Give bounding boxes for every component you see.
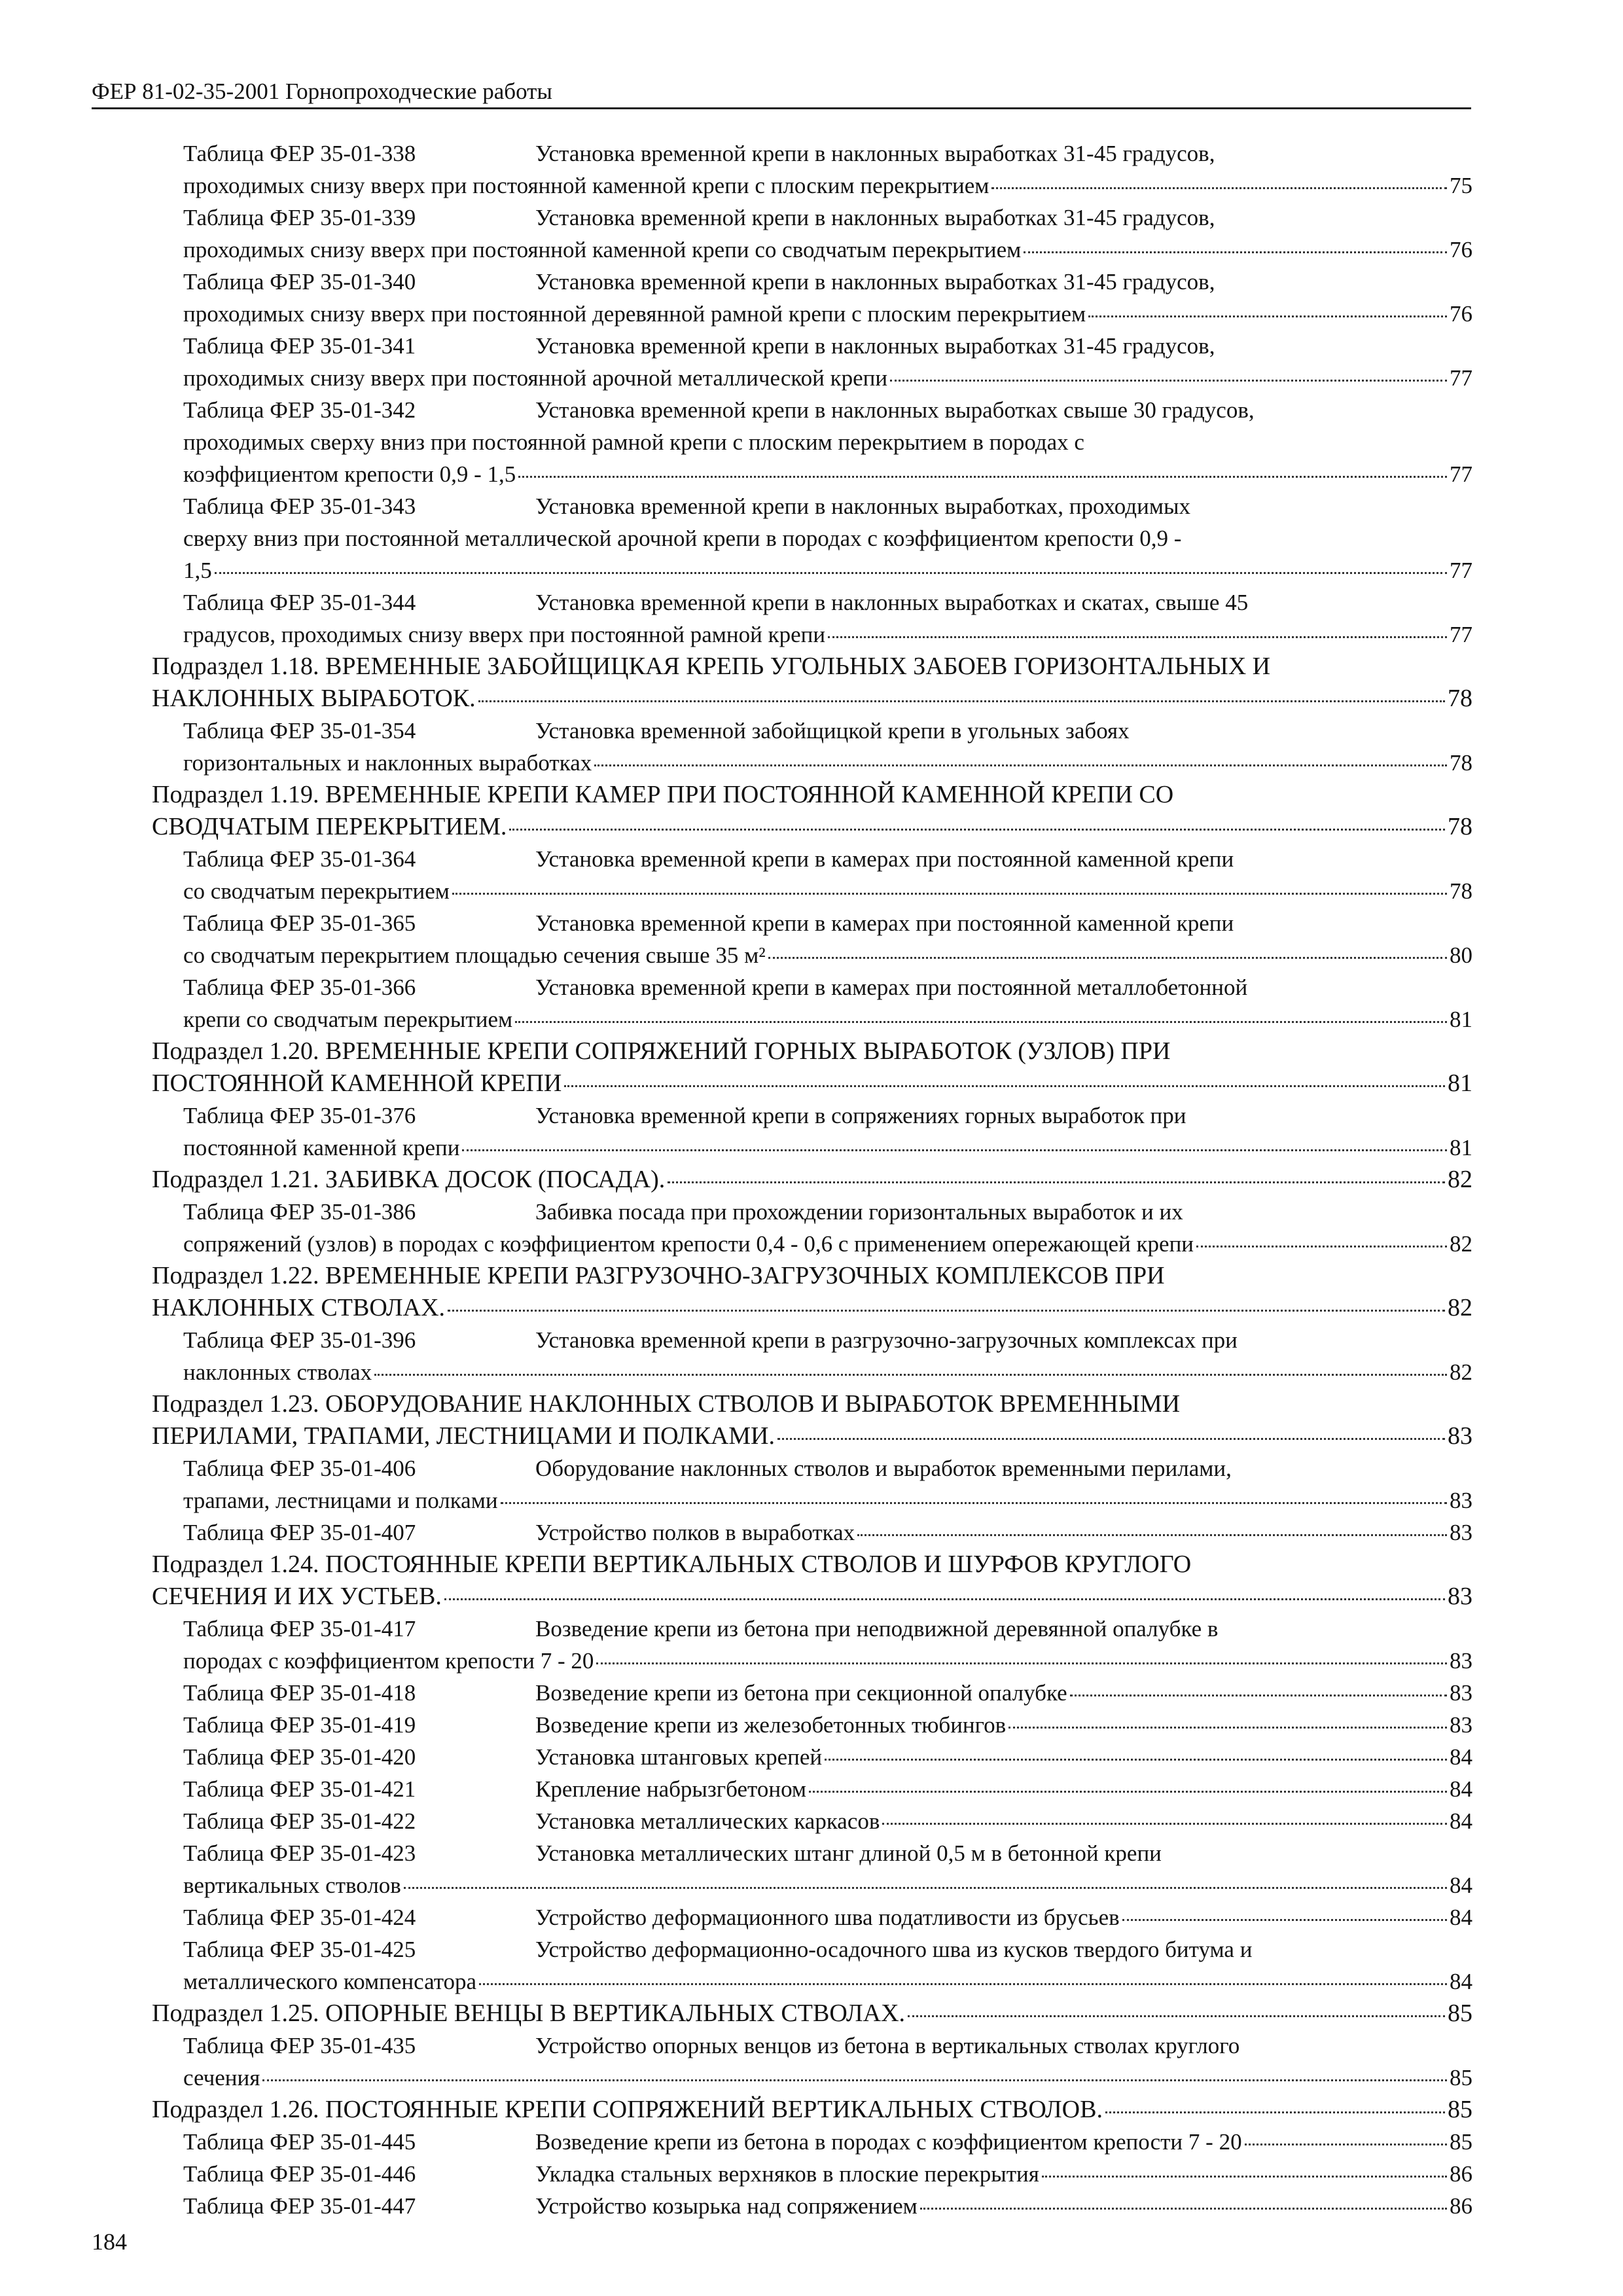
entry-text: крепи со сводчатым перекрытием <box>183 1007 513 1032</box>
page-ref: 83 <box>1450 1648 1472 1674</box>
page-ref: 82 <box>1448 1294 1472 1321</box>
entry-text: Установка временной крепи в камерах при постоянной каменной крепи <box>535 846 1234 872</box>
toc-entry[interactable] <box>183 426 1472 458</box>
toc-entry[interactable] <box>152 1388 1472 1420</box>
section-title: СВОДЧАТЫМ ПЕРЕКРЫТИЕМ. <box>152 813 507 840</box>
toc-entry[interactable] <box>183 2062 1472 2094</box>
entry-text: проходимых сверху вниз при постоянной рамной крепи с плоским перекрытием в породах с <box>183 429 1084 455</box>
entry-text: сечения <box>183 2065 260 2090</box>
dot-leader <box>1042 2176 1447 2178</box>
table-label: Таблица ФЕР 35-01-445 <box>183 2129 416 2155</box>
dot-leader <box>448 1310 1445 1312</box>
table-label: Таблица ФЕР 35-01-396 <box>183 1327 416 1353</box>
toc-entry[interactable] <box>183 490 1472 522</box>
toc-entry[interactable] <box>152 2094 1472 2126</box>
page-ref: 78 <box>1448 685 1472 712</box>
toc-entry[interactable] <box>183 971 1472 1003</box>
page-ref: 86 <box>1450 2193 1472 2219</box>
table-label: Таблица ФЕР 35-01-406 <box>183 1456 416 1481</box>
table-label: Таблица ФЕР 35-01-446 <box>183 2161 416 2187</box>
page-ref: 82 <box>1450 1359 1472 1385</box>
toc-entry[interactable] <box>183 2126 1472 2158</box>
page-ref: 77 <box>1450 558 1472 583</box>
dot-leader <box>479 1983 1447 1985</box>
dot-leader <box>1245 2144 1447 2145</box>
section-title: Подраздел 1.26. ПОСТОЯННЫЕ КРЕПИ СОПРЯЖЕНИЙ ВЕРТИКАЛЬНЫХ СТВОЛОВ. <box>152 2096 1103 2123</box>
dot-leader <box>991 187 1447 189</box>
toc-entry[interactable] <box>183 1228 1472 1260</box>
table-label: Таблица ФЕР 35-01-423 <box>183 1840 416 1866</box>
toc-entry[interactable] <box>183 1837 1472 1869</box>
toc-entry[interactable] <box>183 458 1472 490</box>
entry-text: со сводчатым перекрытием площадью сечения свыше 35 м² <box>183 942 766 968</box>
dot-leader <box>1024 251 1447 253</box>
toc-entry[interactable] <box>183 522 1472 554</box>
page-ref: 77 <box>1450 461 1472 487</box>
toc-entry[interactable] <box>183 1901 1472 1933</box>
toc-entry[interactable] <box>183 939 1472 971</box>
section-title: ПЕРИЛАМИ, ТРАПАМИ, ЛЕСТНИЦАМИ И ПОЛКАМИ. <box>152 1422 775 1450</box>
toc-entry[interactable] <box>183 298 1472 330</box>
entry-text: Возведение крепи из бетона при неподвижной деревянной опалубке в <box>535 1616 1219 1641</box>
dot-leader <box>452 893 1447 895</box>
entry-text: вертикальных стволов <box>183 1873 401 1898</box>
page-ref: 78 <box>1450 878 1472 904</box>
toc-entry[interactable] <box>183 1132 1472 1164</box>
page-ref: 84 <box>1450 1873 1472 1898</box>
page-ref: 81 <box>1448 1069 1472 1097</box>
entry-text: Оборудование наклонных стволов и выработок временными перилами, <box>535 1456 1232 1481</box>
dot-leader <box>509 829 1445 831</box>
entry-text: Возведение крепи из бетона при секционной опалубке <box>535 1680 1067 1706</box>
page-ref: 84 <box>1450 1905 1472 1930</box>
page-ref: 78 <box>1448 813 1472 840</box>
table-label: Таблица ФЕР 35-01-364 <box>183 846 416 872</box>
dot-leader <box>809 1791 1447 1793</box>
entry-text: коэффициентом крепости 0,9 - 1,5 <box>183 461 516 487</box>
page-ref: 82 <box>1448 1166 1472 1193</box>
dot-leader <box>825 1759 1447 1761</box>
entry-text: Установка временной крепи в наклонных выработках свыше 30 градусов, <box>535 397 1255 423</box>
dot-leader <box>444 1598 1445 1600</box>
entry-text: Устройство козырька над сопряжением <box>535 2193 918 2219</box>
page-ref: 83 <box>1448 1583 1472 1610</box>
section-title: Подраздел 1.19. ВРЕМЕННЫЕ КРЕПИ КАМЕР ПРИ ПОСТОЯННОЙ КАМЕННОЙ КРЕПИ СО <box>152 781 1174 808</box>
table-label: Таблица ФЕР 35-01-447 <box>183 2193 416 2219</box>
table-label: Таблица ФЕР 35-01-366 <box>183 975 416 1000</box>
entry-text: Установка металлических штанг длиной 0,5 м в бетонной крепи <box>535 1840 1162 1866</box>
page-ref: 84 <box>1450 1808 1472 1834</box>
entry-text: Устройство полков в выработках <box>535 1520 855 1545</box>
dot-leader <box>262 2079 1447 2081</box>
toc-entry[interactable] <box>183 1484 1472 1516</box>
dot-leader <box>1088 315 1447 317</box>
entry-text: 1,5 <box>183 558 212 583</box>
entry-text: Укладка стальных верхняков в плоские перекрытия <box>535 2161 1039 2187</box>
toc-entry[interactable] <box>152 683 1472 715</box>
entry-text: Крепление набрызгбетоном <box>535 1776 807 1802</box>
entry-text: Установка временной крепи в разгрузочно-загрузочных комплексах при <box>535 1327 1238 1353</box>
entry-text: породах с коэффициентом крепости 7 - 20 <box>183 1648 594 1674</box>
entry-text: Установка металлических каркасов <box>535 1808 880 1834</box>
toc-entry[interactable] <box>183 234 1472 266</box>
table-label: Таблица ФЕР 35-01-407 <box>183 1520 416 1545</box>
toc-entry[interactable] <box>183 1773 1472 1805</box>
page-header: ФЕР 81-02-35-2001 Горнопроходческие работы <box>92 77 1471 109</box>
page-ref: 77 <box>1450 622 1472 647</box>
table-label: Таблица ФЕР 35-01-435 <box>183 2033 416 2058</box>
entry-text: Устройство опорных венцов из бетона в вертикальных стволах круглого <box>535 2033 1240 2058</box>
toc-entry[interactable] <box>183 619 1472 651</box>
table-label: Таблица ФЕР 35-01-338 <box>183 141 416 166</box>
table-label: Таблица ФЕР 35-01-419 <box>183 1712 416 1738</box>
toc-entry[interactable] <box>183 2158 1472 2190</box>
dot-leader <box>777 1438 1445 1440</box>
entry-text: проходимых снизу вверх при постоянной деревянной рамной крепи с плоским перекрытием <box>183 301 1086 327</box>
entry-text: трапами, лестницами и полками <box>183 1488 498 1513</box>
table-label: Таблица ФЕР 35-01-342 <box>183 397 416 423</box>
table-label: Таблица ФЕР 35-01-417 <box>183 1616 416 1641</box>
dot-leader <box>768 957 1447 959</box>
page-ref: 85 <box>1450 2065 1472 2090</box>
dot-leader <box>668 1181 1445 1183</box>
table-label: Таблица ФЕР 35-01-418 <box>183 1680 416 1706</box>
page-ref: 86 <box>1450 2161 1472 2187</box>
section-title: Подраздел 1.18. ВРЕМЕННЫЕ ЗАБОЙЩИЦКАЯ КРЕПЬ УГОЛЬНЫХ ЗАБОЕВ ГОРИЗОНТАЛЬНЫХ И <box>152 653 1271 680</box>
page-ref: 84 <box>1450 1776 1472 1802</box>
toc-entry[interactable] <box>152 1164 1472 1196</box>
entry-text: постоянной каменной крепи <box>183 1135 460 1160</box>
entry-text: Возведение крепи из бетона в породах с коэффициентом крепости 7 - 20 <box>535 2129 1242 2155</box>
dot-leader <box>882 1823 1447 1825</box>
toc-entry[interactable] <box>183 2030 1472 2062</box>
table-label: Таблица ФЕР 35-01-376 <box>183 1103 416 1128</box>
table-label: Таблица ФЕР 35-01-386 <box>183 1199 416 1225</box>
toc-entry[interactable] <box>152 1035 1472 1067</box>
toc-entry[interactable] <box>183 1677 1472 1709</box>
toc-entry[interactable] <box>183 1613 1472 1645</box>
page-ref: 83 <box>1450 1712 1472 1738</box>
toc-entry[interactable] <box>183 1709 1472 1741</box>
toc-entry[interactable] <box>183 137 1472 170</box>
section-title: НАКЛОННЫХ СТВОЛАХ. <box>152 1294 446 1321</box>
dot-leader <box>828 636 1447 638</box>
toc-entry[interactable] <box>183 907 1472 939</box>
dot-leader <box>404 1887 1447 1889</box>
section-title: Подраздел 1.21. ЗАБИВКА ДОСОК (ПОСАДА). <box>152 1166 666 1193</box>
section-title: Подраздел 1.23. ОБОРУДОВАНИЕ НАКЛОННЫХ СТВОЛОВ И ВЫРАБОТОК ВРЕМЕННЫМИ <box>152 1390 1181 1418</box>
table-label: Таблица ФЕР 35-01-344 <box>183 590 416 615</box>
page-ref: 75 <box>1450 173 1472 198</box>
toc-entry[interactable] <box>152 1581 1472 1613</box>
dot-leader <box>596 1662 1447 1664</box>
toc-entry[interactable] <box>183 1933 1472 1965</box>
entry-text: Установка временной крепи в наклонных выработках 31-45 градусов, <box>535 269 1215 295</box>
entry-text: Установка временной крепи в наклонных выработках 31-45 градусов, <box>535 141 1215 166</box>
entry-text: Установка временной крепи в камерах при постоянной каменной крепи <box>535 910 1234 936</box>
dot-leader <box>518 476 1447 478</box>
page-ref: 84 <box>1450 1969 1472 1994</box>
dot-leader <box>215 572 1447 574</box>
page-ref: 85 <box>1448 2096 1472 2123</box>
dot-leader <box>857 1534 1447 1536</box>
entry-text: Установка временной крепи в наклонных выработках и скатах, свыше 45 <box>535 590 1249 615</box>
dot-leader <box>564 1085 1445 1087</box>
section-title: НАКЛОННЫХ ВЫРАБОТОК. <box>152 685 476 712</box>
toc-entry[interactable] <box>183 586 1472 619</box>
toc-entry[interactable] <box>183 1003 1472 1035</box>
toc-entry[interactable] <box>183 266 1472 298</box>
toc-entry[interactable] <box>152 1998 1472 2030</box>
dot-leader <box>478 700 1445 702</box>
page-ref: 80 <box>1450 942 1472 968</box>
table-label: Таблица ФЕР 35-01-421 <box>183 1776 416 1802</box>
dot-leader <box>501 1502 1447 1504</box>
dot-leader <box>1070 1695 1447 1696</box>
page-ref: 78 <box>1450 750 1472 776</box>
toc-entry[interactable] <box>183 362 1472 394</box>
toc-entry[interactable] <box>183 1324 1472 1356</box>
table-label: Таблица ФЕР 35-01-422 <box>183 1808 416 1834</box>
toc-entry[interactable] <box>183 1356 1472 1388</box>
toc-entry[interactable] <box>183 170 1472 202</box>
dot-leader <box>920 2208 1447 2210</box>
entry-text: Установка временной крепи в камерах при постоянной металлобетонной <box>535 975 1248 1000</box>
section-title: Подраздел 1.25. ОПОРНЫЕ ВЕНЦЫ В ВЕРТИКАЛЬНЫХ СТВОЛАХ. <box>152 2000 906 2027</box>
table-label: Таблица ФЕР 35-01-365 <box>183 910 416 936</box>
toc-entry[interactable] <box>183 1741 1472 1773</box>
toc-entry[interactable] <box>183 1965 1472 1998</box>
toc-entry[interactable] <box>183 1645 1472 1677</box>
table-label: Таблица ФЕР 35-01-420 <box>183 1744 416 1770</box>
table-label: Таблица ФЕР 35-01-343 <box>183 493 416 519</box>
entry-text: проходимых снизу вверх при постоянной каменной крепи с плоским перекрытием <box>183 173 990 198</box>
toc-entry[interactable] <box>152 1292 1472 1324</box>
dot-leader <box>908 2015 1445 2017</box>
toc-entry[interactable] <box>183 1196 1472 1228</box>
toc-entry[interactable] <box>183 1100 1472 1132</box>
toc-entry[interactable] <box>152 1067 1472 1100</box>
toc-entry[interactable] <box>152 779 1472 811</box>
toc-entry[interactable] <box>152 651 1472 683</box>
entry-text: сверху вниз при постоянной металлической арочной крепи в породах с коэффициентом крепости 0,9 - <box>183 526 1182 551</box>
page-ref: 76 <box>1450 237 1472 262</box>
dot-leader <box>1105 2111 1445 2113</box>
dot-leader <box>462 1149 1447 1151</box>
toc-entry[interactable] <box>152 1260 1472 1292</box>
toc-entry[interactable] <box>183 1452 1472 1484</box>
toc-entry[interactable] <box>183 715 1472 747</box>
toc-entry[interactable] <box>183 843 1472 875</box>
entry-text: горизонтальных и наклонных выработках <box>183 750 592 776</box>
toc-entry[interactable] <box>183 875 1472 907</box>
page-ref: 82 <box>1450 1231 1472 1257</box>
entry-text: сопряжений (узлов) в породах с коэффициентом крепости 0,4 - 0,6 с применением опережающей крепи <box>183 1231 1194 1257</box>
page-ref: 83 <box>1448 1422 1472 1450</box>
toc-entry[interactable] <box>183 554 1472 586</box>
entry-text: Установка штанговых крепей <box>535 1744 823 1770</box>
table-label: Таблица ФЕР 35-01-424 <box>183 1905 416 1930</box>
entry-text: со сводчатым перекрытием <box>183 878 450 904</box>
dot-leader <box>594 764 1447 766</box>
toc-entry[interactable] <box>183 202 1472 234</box>
table-label: Таблица ФЕР 35-01-339 <box>183 205 416 230</box>
section-title: ПОСТОЯННОЙ КАМЕННОЙ КРЕПИ <box>152 1069 562 1097</box>
toc-entry[interactable] <box>183 2190 1472 2222</box>
entry-text: Установка временной крепи в наклонных выработках 31-45 градусов, <box>535 205 1215 230</box>
page-ref: 83 <box>1450 1520 1472 1545</box>
table-label: Таблица ФЕР 35-01-425 <box>183 1937 416 1962</box>
page-ref: 83 <box>1450 1680 1472 1706</box>
toc-entry[interactable] <box>183 1869 1472 1901</box>
entry-text: Возведение крепи из железобетонных тюбингов <box>535 1712 1007 1738</box>
page-ref: 81 <box>1450 1007 1472 1032</box>
toc-entry[interactable] <box>152 1549 1472 1581</box>
section-title: Подраздел 1.22. ВРЕМЕННЫЕ КРЕПИ РАЗГРУЗОЧНО-ЗАГРУЗОЧНЫХ КОМПЛЕКСОВ ПРИ <box>152 1262 1165 1289</box>
toc-entry[interactable] <box>152 811 1472 843</box>
entry-text: Забивка посада при прохождении горизонтальных выработок и их <box>535 1199 1183 1225</box>
table-of-contents <box>152 137 1472 2222</box>
dot-leader <box>1008 1727 1447 1729</box>
entry-text: градусов, проходимых снизу вверх при постоянной рамной крепи <box>183 622 826 647</box>
entry-text: Установка временной крепи в сопряжениях горных выработок при <box>535 1103 1186 1128</box>
entry-text: наклонных стволах <box>183 1359 372 1385</box>
toc-entry[interactable] <box>183 747 1472 779</box>
page-ref: 76 <box>1450 301 1472 327</box>
table-label: Таблица ФЕР 35-01-341 <box>183 333 416 359</box>
entry-text: Устройство деформационно-осадочного шва из кусков твердого битума и <box>535 1937 1253 1962</box>
page-ref: 77 <box>1450 365 1472 391</box>
entry-text: металлического компенсатора <box>183 1969 477 1994</box>
page-ref: 85 <box>1448 2000 1472 2027</box>
toc-entry[interactable] <box>183 394 1472 426</box>
dot-leader <box>374 1374 1447 1376</box>
section-title: Подраздел 1.24. ПОСТОЯННЫЕ КРЕПИ ВЕРТИКАЛЬНЫХ СТВОЛОВ И ШУРФОВ КРУГЛОГО <box>152 1551 1192 1578</box>
entry-text: Устройство деформационного шва податливости из брусьев <box>535 1905 1120 1930</box>
toc-entry[interactable] <box>183 1805 1472 1837</box>
toc-entry[interactable] <box>183 1516 1472 1549</box>
page-ref: 85 <box>1450 2129 1472 2155</box>
dot-leader <box>1122 1919 1447 1921</box>
section-title: СЕЧЕНИЯ И ИХ УСТЬЕВ. <box>152 1583 442 1610</box>
entry-text: проходимых снизу вверх при постоянной каменной крепи со сводчатым перекрытием <box>183 237 1022 262</box>
page-ref: 81 <box>1450 1135 1472 1160</box>
dot-leader <box>515 1021 1447 1023</box>
toc-entry[interactable] <box>152 1420 1472 1452</box>
section-title: Подраздел 1.20. ВРЕМЕННЫЕ КРЕПИ СОПРЯЖЕНИЙ ГОРНЫХ ВЫРАБОТОК (УЗЛОВ) ПРИ <box>152 1037 1171 1065</box>
dot-leader <box>1196 1246 1447 1247</box>
dot-leader <box>890 380 1447 382</box>
entry-text: Установка временной забойщицкой крепи в угольных забоях <box>535 718 1130 744</box>
table-label: Таблица ФЕР 35-01-354 <box>183 718 416 744</box>
page-ref: 84 <box>1450 1744 1472 1770</box>
table-label: Таблица ФЕР 35-01-340 <box>183 269 416 295</box>
entry-text: Установка временной крепи в наклонных выработках 31-45 градусов, <box>535 333 1215 359</box>
page-number: 184 <box>92 2229 127 2255</box>
page-ref: 83 <box>1450 1488 1472 1513</box>
entry-text: Установка временной крепи в наклонных выработках, проходимых <box>535 493 1191 519</box>
toc-entry[interactable] <box>183 330 1472 362</box>
entry-text: проходимых снизу вверх при постоянной арочной металлической крепи <box>183 365 888 391</box>
